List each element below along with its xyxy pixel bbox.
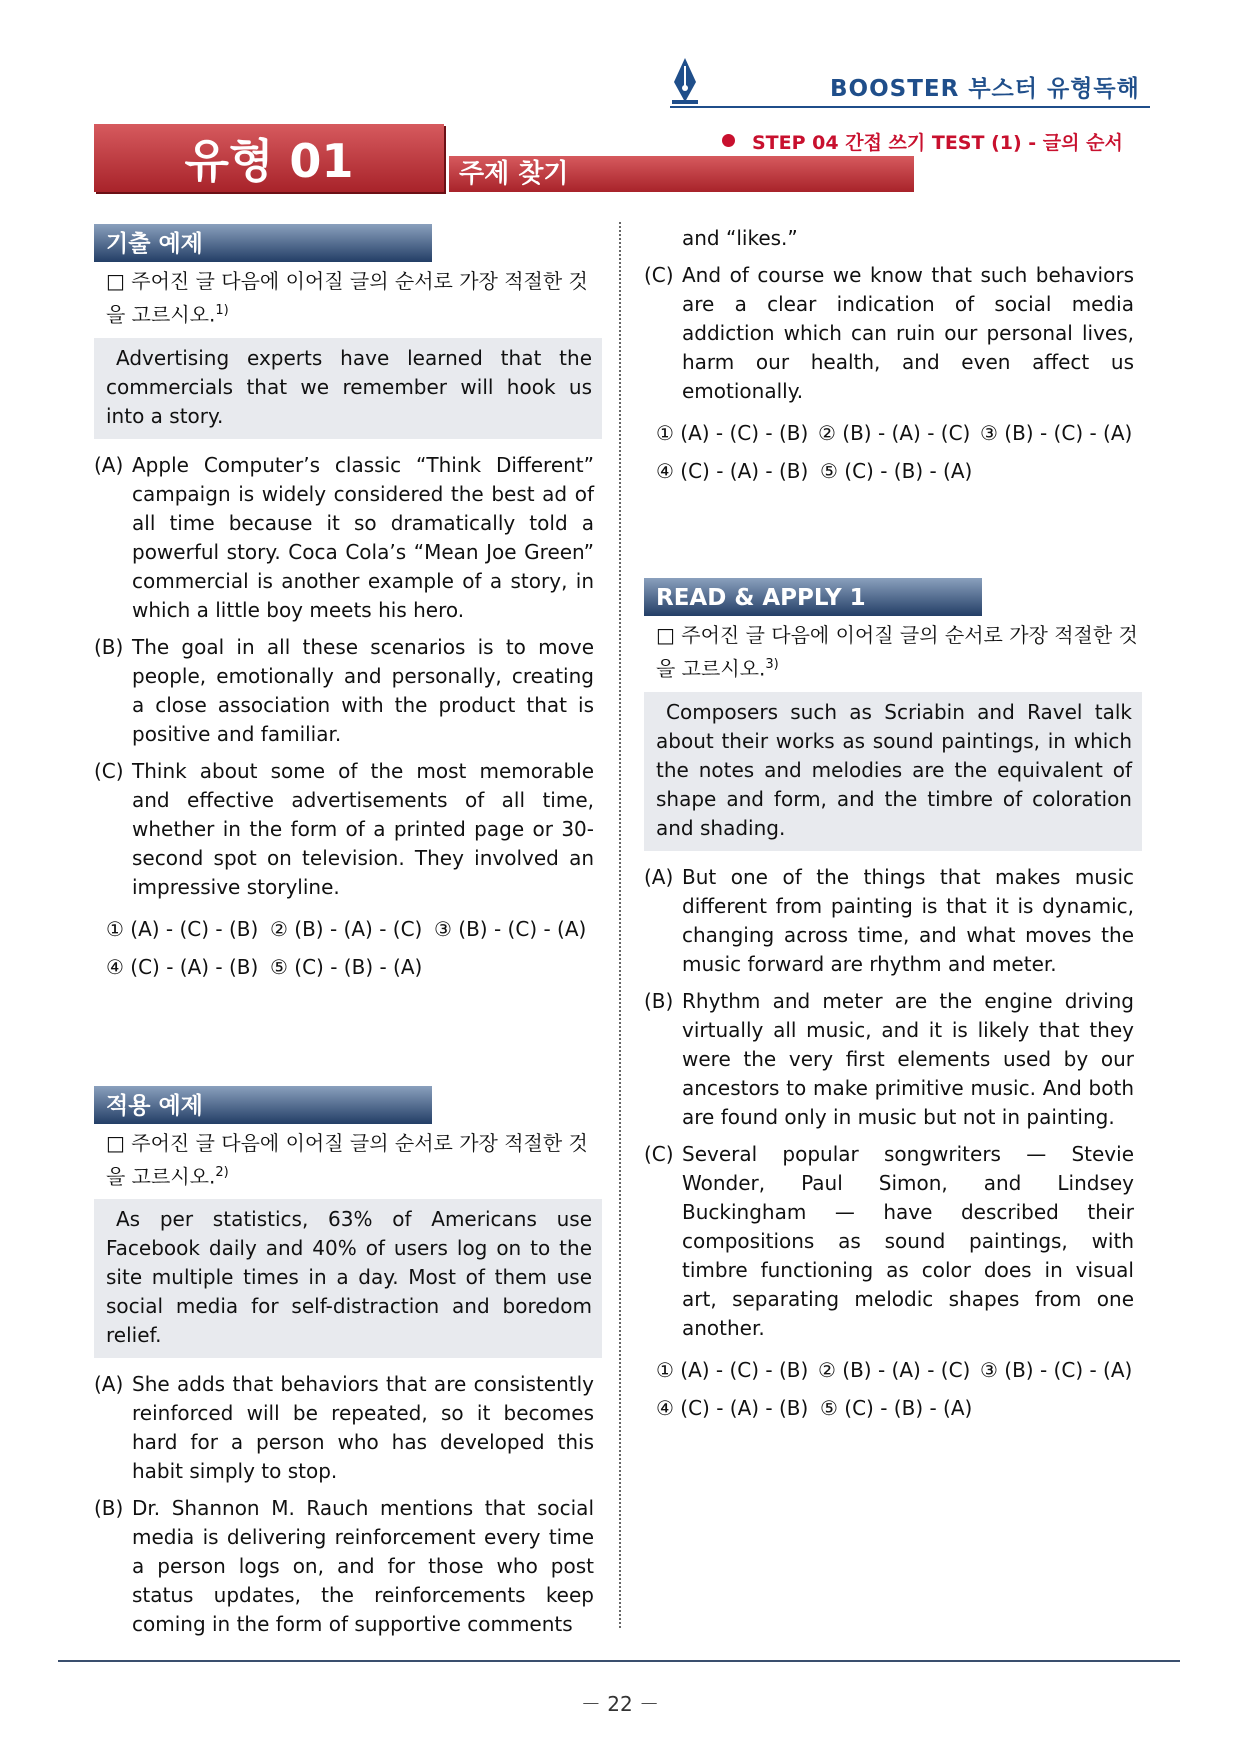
answer-choices bbox=[94, 910, 602, 986]
type-title: 유형 01 bbox=[94, 124, 444, 192]
choice-3[interactable]: ③ (B) - (C) - (A) bbox=[980, 421, 1133, 445]
given-passage-text: Advertising experts have learned that the commercials that we remember will hook us into a story. bbox=[106, 345, 592, 428]
paragraph-b bbox=[94, 633, 602, 749]
choice-4[interactable]: ④ (C) - (A) - (B) bbox=[106, 954, 259, 979]
paragraph-text: She adds that behaviors that are consistently reinforced will be repeated, so it becomes hard for a person who has developed this habit simply to stop. bbox=[132, 1372, 594, 1484]
footer-rule bbox=[58, 1660, 1180, 1662]
paragraph-text: Dr. Shannon M. Rauch mentions that social media is delivering reinforcement every time a person logs on, and for those who post status updates, the reinforcements keep coming in the form of supportive comments bbox=[132, 1496, 594, 1637]
paragraph-b-continued: and “likes.” bbox=[682, 226, 798, 250]
paragraph-c bbox=[644, 1140, 1142, 1343]
step-label: STEP 04 간접 쓰기 TEST (1) - 글의 순서 bbox=[752, 132, 1123, 154]
given-passage bbox=[644, 692, 1142, 851]
given-passage bbox=[94, 1199, 602, 1358]
paragraph-text: But one of the things that makes music different from painting is that it is dynamic, changing across time, and what moves the music forward are rhythm and meter. bbox=[682, 864, 1134, 976]
answer-choices bbox=[644, 414, 1142, 490]
paragraph-label: (C) bbox=[94, 758, 124, 783]
paragraph-label: (B) bbox=[94, 1496, 124, 1521]
section-header-read-apply1: READ & APPLY 1 bbox=[644, 578, 982, 616]
section-header-example1: 기출 예제 bbox=[94, 224, 432, 262]
paragraph-text: Several popular songwriters — Stevie Wonder, Paul Simon, and Lindsey Buckingham — have described their compositions as sound paintings, with timbre functioning as color does in visual art, separating melodic shapes from one another. bbox=[682, 1141, 1134, 1340]
choice-3[interactable]: ③ (B) - (C) - (A) bbox=[980, 1357, 1133, 1382]
choice-2[interactable]: ② (B) - (A) - (C) bbox=[818, 421, 971, 445]
paragraph-label: (C) bbox=[644, 1141, 674, 1166]
footnote-marker: 2) bbox=[215, 1164, 229, 1180]
brand-title: BOOSTER 부스터 유형독해 bbox=[830, 76, 1140, 102]
choice-2[interactable]: ② (B) - (A) - (C) bbox=[818, 1357, 971, 1382]
paragraph-label: (B) bbox=[94, 634, 124, 659]
paragraph-label: (A) bbox=[644, 864, 674, 889]
paragraph-text: Rhythm and meter are the engine driving virtually all music, and it is likely that they were the very first elements used by our ancestors to make primitive music. And both are found only in music but not in painting. bbox=[682, 988, 1134, 1129]
paragraph-c bbox=[644, 261, 1142, 406]
answer-choices bbox=[644, 1351, 1142, 1427]
paragraph-text: Apple Computer’s classic “Think Different” campaign is widely considered the best ad of all time because it so dramatically told a powerful story. Coca Cola’s “Mean Joe Green” commercial is another example of a story, in which a little boy meets his hero. bbox=[132, 452, 594, 622]
choice-5[interactable]: ⑤ (C) - (B) - (A) bbox=[820, 459, 973, 483]
page-number: － 22 － bbox=[580, 1692, 660, 1716]
footnote-marker: 1) bbox=[215, 303, 229, 318]
paragraph-label: (A) bbox=[94, 1372, 124, 1397]
paragraph-a bbox=[94, 451, 602, 625]
paragraph-a bbox=[644, 863, 1142, 979]
fountain-pen-icon bbox=[670, 56, 700, 106]
type-subtitle: 주제 찾기 bbox=[446, 156, 914, 192]
given-passage-text: Composers such as Scriabin and Ravel talk about their works as sound paintings, in which the notes and melodies are the equivalent of shape and form, and the timbre of coloration and shading. bbox=[656, 699, 1132, 840]
question-text bbox=[644, 620, 1142, 684]
paragraph-text: And of course we know that such behaviors are a clear indication of social media addiction which can ruin our personal lives, harm our health, and even affect us emotionally. bbox=[682, 263, 1134, 403]
choice-5[interactable]: ⑤ (C) - (B) - (A) bbox=[820, 1395, 973, 1420]
paragraph-c bbox=[94, 757, 602, 902]
question-text bbox=[94, 266, 602, 330]
column-divider bbox=[619, 222, 621, 1628]
paragraph-label: (A) bbox=[94, 452, 124, 477]
paragraph-text: Think about some of the most memorable and effective advertisements of all time, whether in the form of a printed page or 30-second spot on television. They involved an impressive storyline. bbox=[132, 758, 594, 899]
choice-1[interactable]: ① (A) - (C) - (B) bbox=[106, 916, 259, 941]
paragraph-label: (B) bbox=[644, 988, 674, 1013]
paragraph-b bbox=[644, 987, 1142, 1132]
choice-4[interactable]: ④ (C) - (A) - (B) bbox=[656, 1395, 809, 1420]
given-passage-text: As per statistics, 63% of Americans use Facebook daily and 40% of users log on to the site multiple times in a day. Most of them use social media for self-distraction and boredom relief. bbox=[106, 1207, 592, 1348]
choice-1[interactable]: ① (A) - (C) - (B) bbox=[656, 421, 809, 445]
given-passage bbox=[94, 338, 602, 439]
paragraph-b bbox=[94, 1494, 602, 1639]
choice-5[interactable]: ⑤ (C) - (B) - (A) bbox=[270, 954, 423, 979]
bullet-icon bbox=[722, 134, 735, 147]
choice-4[interactable]: ④ (C) - (A) - (B) bbox=[656, 459, 809, 483]
footnote-marker: 3) bbox=[765, 657, 779, 672]
right-column bbox=[644, 224, 1142, 1427]
section-header-example2: 적용 예제 bbox=[94, 1086, 432, 1124]
paragraph-text: The goal in all these scenarios is to move people, emotionally and personally, creating a close association with the product that is positive and familiar. bbox=[132, 634, 594, 746]
paragraph-a bbox=[94, 1370, 602, 1486]
header-rule bbox=[670, 106, 1150, 108]
choice-3[interactable]: ③ (B) - (C) - (A) bbox=[434, 916, 587, 941]
question-label: □ 주어진 글 다음에 이어질 글의 순서로 가장 적절한 것을 고르시오. bbox=[106, 269, 588, 327]
choice-2[interactable]: ② (B) - (A) - (C) bbox=[270, 916, 423, 941]
question-text bbox=[94, 1128, 602, 1192]
paragraph-label: (C) bbox=[644, 263, 674, 287]
question-label: □ 주어진 글 다음에 이어질 글의 순서로 가장 적절한 것을 고르시오. bbox=[106, 1130, 588, 1189]
choice-1[interactable]: ① (A) - (C) - (B) bbox=[656, 1357, 809, 1382]
question-label: □ 주어진 글 다음에 이어질 글의 순서로 가장 적절한 것을 고르시오. bbox=[656, 623, 1138, 681]
left-column bbox=[94, 224, 602, 1647]
